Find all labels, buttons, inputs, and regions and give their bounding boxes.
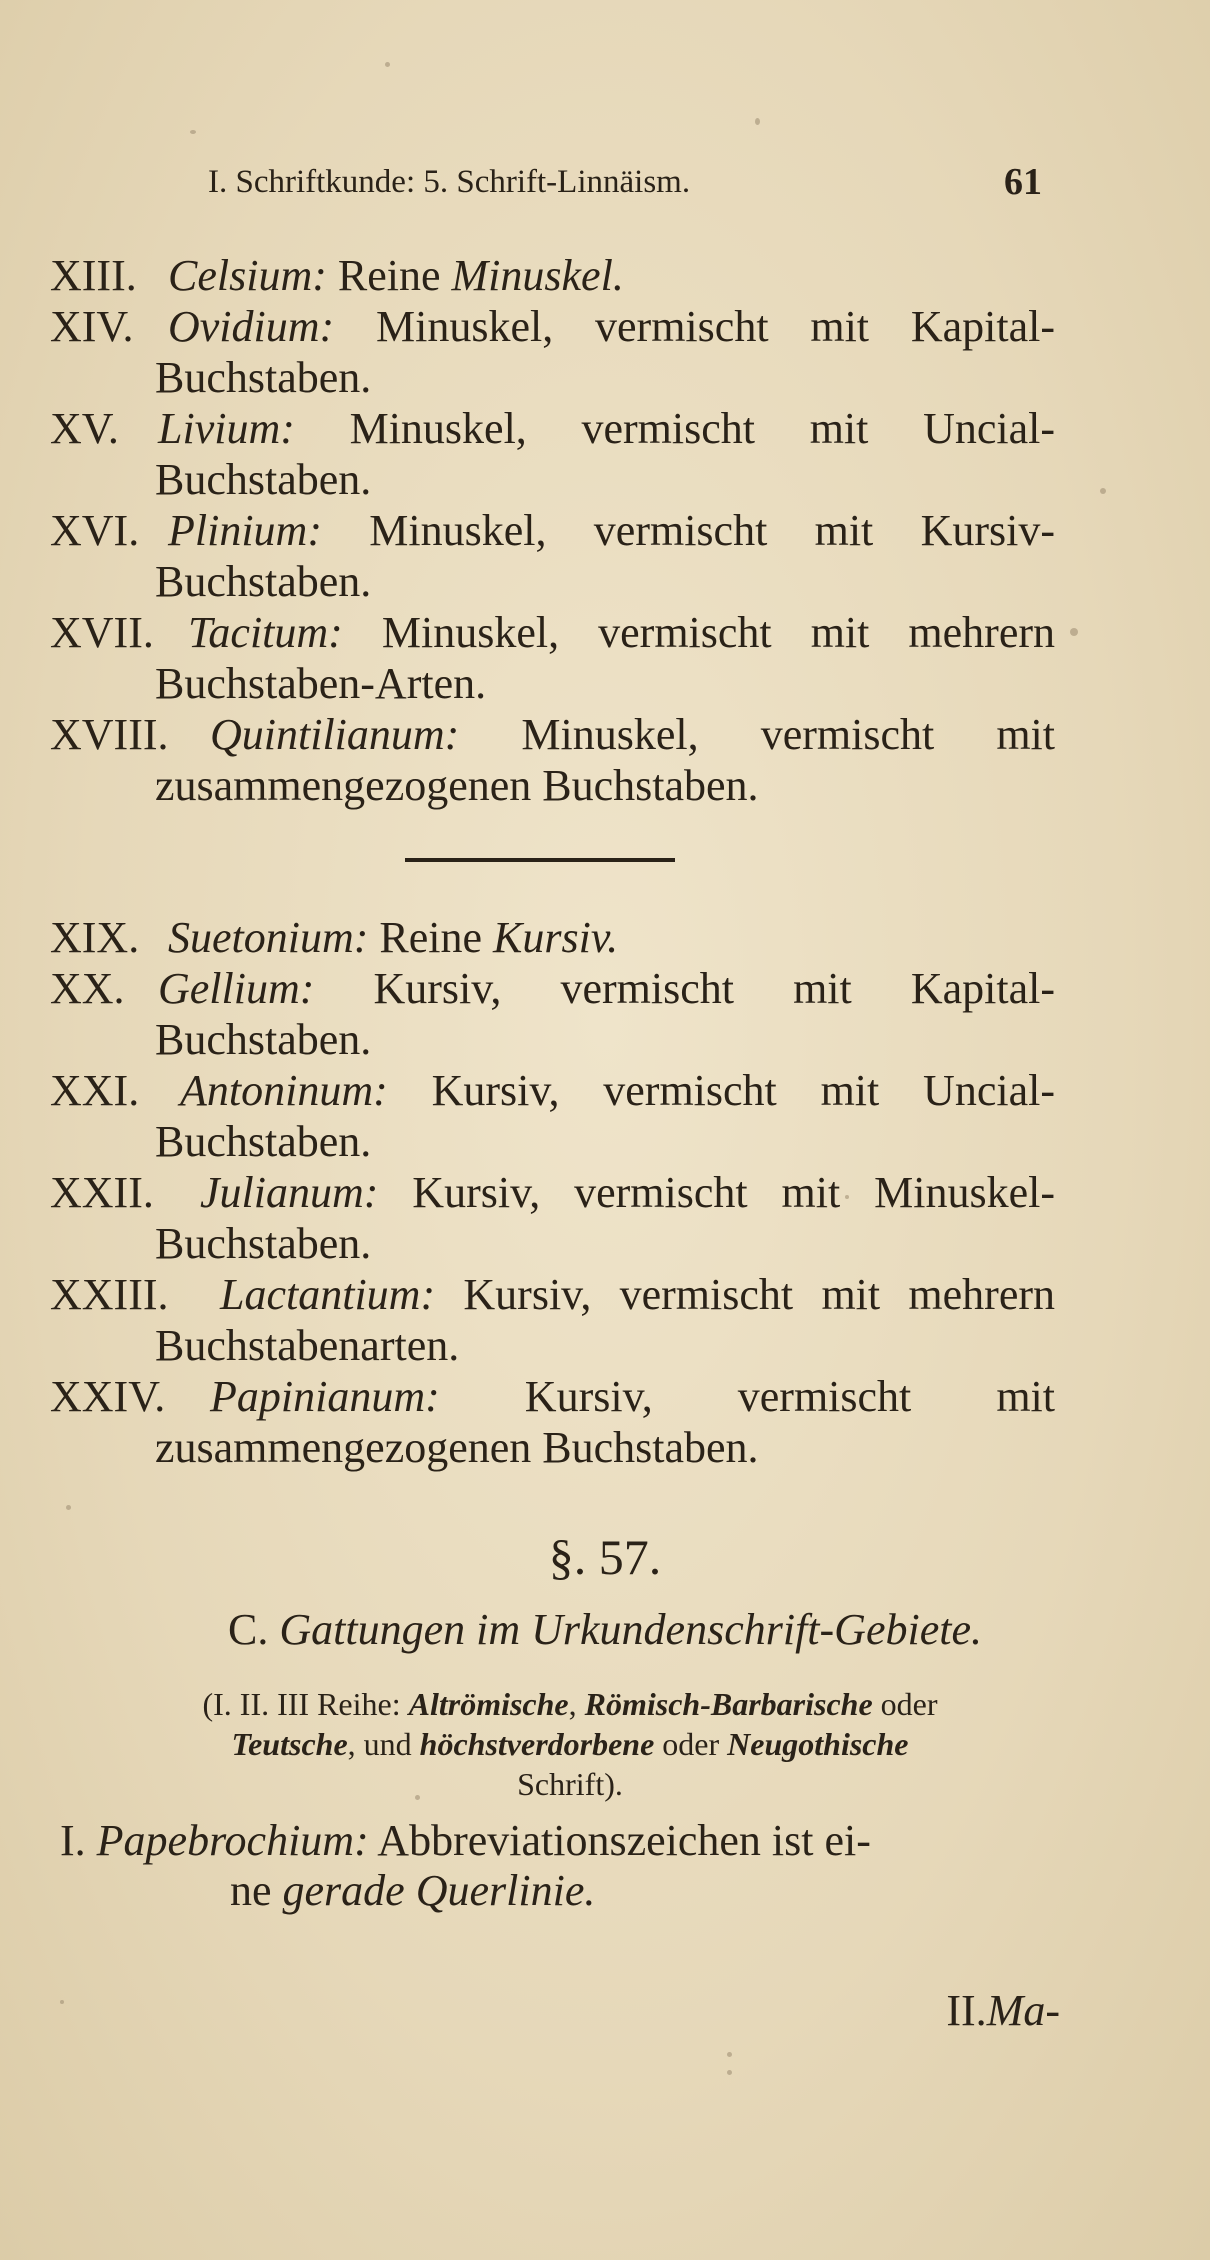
entry-text: [50, 1167, 1055, 1269]
entry-list-kursiv: [50, 912, 1055, 1473]
entry-text: ne: [230, 1866, 283, 1915]
entry-name: Julianum:: [200, 1168, 379, 1217]
entry-name: Antoninum:: [180, 1066, 388, 1115]
catchword-italic: Ma-: [986, 1986, 1060, 2035]
entry-text-italic: gerade Querlinie.: [282, 1866, 596, 1915]
note-sep: oder: [654, 1726, 728, 1762]
list-item: [50, 1065, 1055, 1167]
note-term-roemisch-barbarische: Römisch-Barbarische: [584, 1686, 873, 1722]
entry-description-italic: Minuskel.: [451, 251, 624, 300]
paper-speck: [190, 130, 196, 134]
series-note: [90, 1684, 1050, 1804]
entry-description: Reine: [326, 251, 452, 300]
note-term-altroemische: Altrömische: [408, 1686, 569, 1722]
entry-number: XVIII.: [50, 710, 169, 759]
entry-description: Kursiv, vermischt mit Minuskel-Buchstaben.: [155, 1168, 1055, 1268]
paper-speck: [66, 1505, 71, 1510]
paper-speck: [755, 118, 760, 125]
entry-description: Minuskel, vermischt mit mehrern Buchstaben-Arten.: [155, 608, 1055, 708]
entry-name: Lactantium:: [220, 1270, 436, 1319]
entry-number: XX.: [50, 964, 125, 1013]
entry-description: Kursiv, vermischt mit mehrern Buchstabenarten.: [155, 1270, 1055, 1370]
entry-number: XV.: [50, 404, 119, 453]
catchword-roman: II.: [946, 1986, 987, 2035]
section-number: §. 57.: [548, 1529, 662, 1585]
entry-number: XIV.: [50, 302, 134, 351]
paper-speck: [727, 2052, 732, 2057]
entry-papebrochium: [60, 1816, 1055, 1916]
entry-text: [50, 607, 1055, 709]
note-sep: , und: [347, 1726, 420, 1762]
entry-text: Abbreviationszeichen ist ei-: [368, 1816, 871, 1865]
entry-text: [50, 301, 1055, 403]
entry-name: Papinianum:: [210, 1372, 440, 1421]
entry-number: XXIII.: [50, 1270, 169, 1319]
note-sep: oder: [872, 1686, 938, 1722]
page-number: 61: [1004, 161, 1042, 203]
entry-name: Quintilianum:: [210, 710, 460, 759]
note-open: (I. II. III Reihe:: [202, 1686, 409, 1722]
entry-text: [50, 505, 1055, 607]
entry-name: Suetonium:: [168, 913, 369, 962]
entry-number: XXII.: [50, 1168, 154, 1217]
entry-text: [50, 912, 1055, 963]
note-term-teutsche: Teutsche: [231, 1726, 348, 1762]
list-item: [50, 1371, 1055, 1473]
entry-description: Kursiv, vermischt mit Uncial-Buchstaben.: [155, 1066, 1055, 1166]
entry-text: [50, 250, 1055, 301]
entry-text: [50, 403, 1055, 505]
entry-description-italic: Kursiv.: [493, 913, 619, 962]
entry-description: Reine: [368, 913, 494, 962]
entry-number: I.: [60, 1816, 86, 1865]
entry-description: Kursiv, vermischt mit Kapital-Buchstaben.: [155, 964, 1055, 1064]
entry-text: [50, 1269, 1055, 1371]
note-term-hoechstverdorbene: höchstverdorbene: [419, 1726, 655, 1762]
entry-text: [50, 963, 1055, 1065]
entry-name: Papebrochium:: [96, 1816, 369, 1865]
list-item: [50, 912, 1055, 963]
paper-speck: [60, 2000, 64, 2004]
entry-number: XIX.: [50, 913, 140, 962]
entry-name: Plinium:: [168, 506, 322, 555]
paper-speck: [727, 2070, 732, 2075]
section-divider-rule: [405, 858, 675, 862]
entry-text: [50, 1065, 1055, 1167]
note-term-neugothische: Neugothische: [727, 1726, 909, 1762]
entry-number: XXI.: [50, 1066, 140, 1115]
section-title: [0, 1604, 1210, 1655]
list-item: [50, 1167, 1055, 1269]
entry-number: XVI.: [50, 506, 140, 555]
entry-name: Gellium:: [158, 964, 315, 1013]
list-item: [50, 250, 1055, 301]
running-header: [160, 160, 1050, 210]
section-letter: C.: [228, 1605, 269, 1654]
list-item: [50, 1269, 1055, 1371]
list-item: [50, 301, 1055, 403]
catchword: [946, 1985, 1060, 2036]
paper-speck: [1100, 488, 1106, 494]
entry-number: XIII.: [50, 251, 137, 300]
entry-description: Minuskel, vermischt mit Uncial-Buchstaben.: [155, 404, 1055, 504]
entry-number: XXIV.: [50, 1372, 166, 1421]
entry-name: Ovidium:: [168, 302, 335, 351]
note-sep: ,: [568, 1686, 585, 1722]
entry-description: Minuskel, vermischt mit zusammengezogenen Buchstaben.: [155, 710, 1055, 810]
paper-speck: [385, 62, 390, 67]
entry-text: [50, 709, 1055, 811]
running-head-text: I. Schriftkunde: 5. Schrift-Linnäism.: [208, 164, 691, 200]
list-item: [50, 963, 1055, 1065]
entry-name: Celsium:: [168, 251, 327, 300]
list-item: [50, 403, 1055, 505]
entry-number: XVII.: [50, 608, 154, 657]
paper-speck: [1070, 628, 1078, 636]
list-item: [50, 607, 1055, 709]
entry-name: Tacitum:: [188, 608, 343, 657]
entry-description: Kursiv, vermischt mit zusammengezogenen Buchstaben.: [155, 1372, 1055, 1472]
note-close: Schrift).: [517, 1766, 623, 1802]
list-item: [50, 709, 1055, 811]
section-title-text: Gattungen im Urkundenschrift-Gebiete.: [279, 1605, 982, 1654]
entry-description: Minuskel, vermischt mit Kursiv-Buchstaben.: [155, 506, 1055, 606]
entry-name: Livium:: [158, 404, 295, 453]
entry-list-minuskel: [50, 250, 1055, 811]
list-item: [50, 505, 1055, 607]
entry-description: Minuskel, vermischt mit Kapital-Buchstaben.: [155, 302, 1055, 402]
entry-text: [50, 1371, 1055, 1473]
